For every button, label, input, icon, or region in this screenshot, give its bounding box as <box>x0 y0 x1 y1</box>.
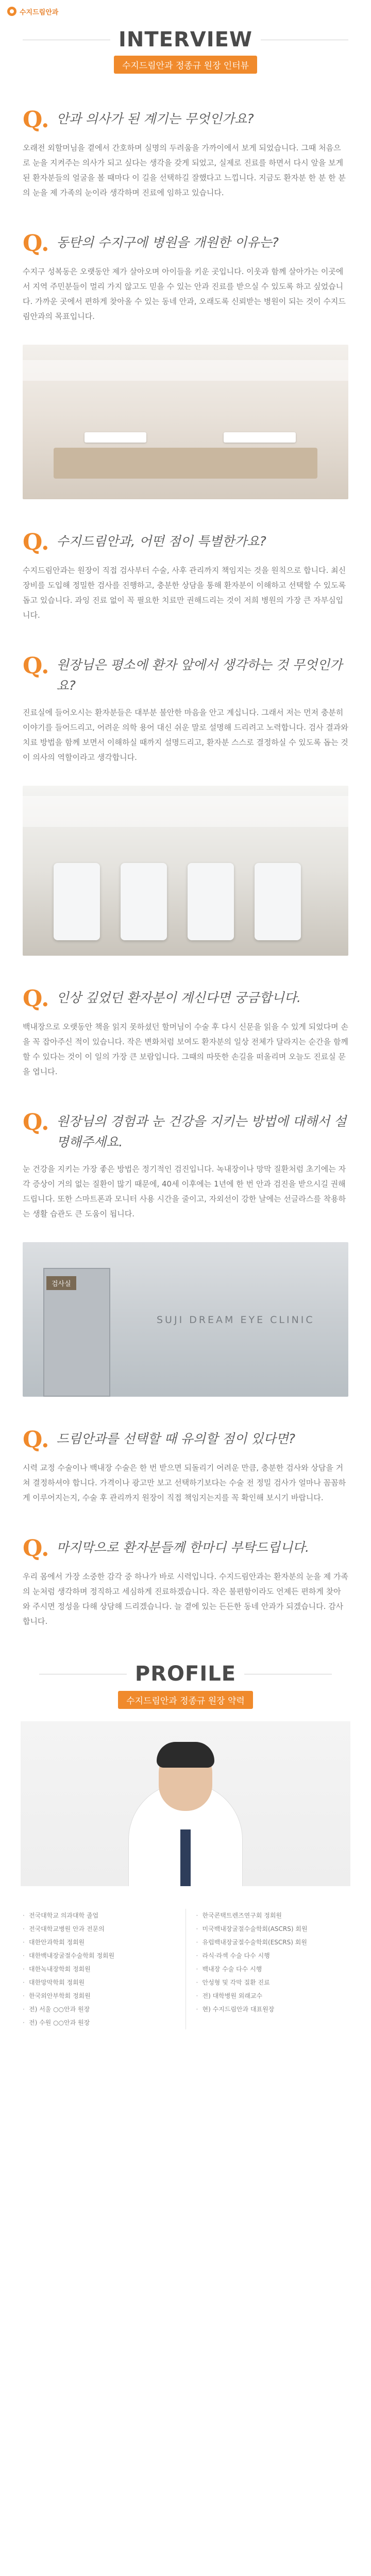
answer-text: 수지드림안과는 원장이 직접 검사부터 수술, 사후 관리까지 책임지는 것을 원칙으로 합니다. 최신 장비를 도입해 정밀한 검사를 진행하고, 충분한 상담을 통해 환자분이 이해하고 선택할 수 있도록 돕고 있습니다. 과잉 진료 없이 꼭 필요한 치료만 권해드리는 것이 저희 병원의 가장 큰 자부심입니다. <box>23 566 346 620</box>
career-item: · 대한망막학회 정회원 <box>23 1976 175 1989</box>
career-item: · 전) 수원 ○○안과 원장 <box>23 2016 175 2029</box>
career-item: · 한국콘택트렌즈연구회 정회원 <box>196 1909 349 1922</box>
career-item: · 전) 서울 ○○안과 원장 <box>23 2003 175 2016</box>
answer-text: 눈 건강을 지키는 가장 좋은 방법은 정기적인 검진입니다. 녹내장이나 망막 질환처럼 초기에는 자각 증상이 거의 없는 질환이 많기 때문에, 40세 이후에는 1년에 한 번 안과 검진을 받으시길 권해드립니다. 또한 스마트폰과 모니터 사용 시간을 줄이고, 자외선이 강한 날에는 선글라스를 착용하는 생활 습관도 큰 도움이 됩니다. <box>23 1164 346 1218</box>
career-item: · 전국대학교 의과대학 졸업 <box>23 1909 175 1922</box>
career-item: · 유럽백내장굴절수술학회(ESCRS) 회원 <box>196 1936 349 1949</box>
exam-machine <box>188 863 234 940</box>
doctor-portrait <box>21 1721 350 1886</box>
photo-wall <box>23 796 348 827</box>
question <box>23 655 348 696</box>
interview-section-3 <box>0 531 371 623</box>
q-marker: Q. <box>23 986 49 1012</box>
q-marker: Q. <box>23 107 49 133</box>
career-item: · 전국대학교병원 안과 전문의 <box>23 1922 175 1936</box>
doctor-tie <box>180 1829 191 1886</box>
career-item: · 백내장 수술 다수 시행 <box>196 1962 349 1976</box>
photo-desk <box>85 432 146 443</box>
career-column-right <box>185 1909 349 2029</box>
answer-text: 수지구 성복동은 오랫동안 제가 살아오며 아이들을 키운 곳입니다. 이웃과 함께 살아가는 이곳에서 지역 주민분들이 멀리 가지 않고도 믿을 수 있는 안과 진료를 받으실 수 있도록 하고 싶었습니다. 가까운 곳에서 편하게 찾아올 수 있는 동네 안과, 오래도록 신뢰받는 병원이 되는 것이 수지드림안과의 목표입니다. <box>23 267 346 321</box>
interview-section-4 <box>0 655 371 765</box>
career-item: · 대한녹내장학회 정회원 <box>23 1962 175 1976</box>
question-text: 원장님은 평소에 환자 앞에서 생각하는 것 무엇인가요? <box>56 657 343 693</box>
career-column-left <box>23 1909 175 2029</box>
interview-section-8 <box>0 1537 371 1629</box>
career-item: · 라식·라섹 수술 다수 시행 <box>196 1949 349 1962</box>
interview-section-2 <box>0 232 371 324</box>
q-marker: Q. <box>23 1535 49 1562</box>
profile-section <box>0 1662 371 1886</box>
clinic-logo[interactable] <box>7 7 58 16</box>
answer-text: 오래전 외할머님을 곁에서 간호하며 실명의 두려움을 가까이에서 보게 되었습니다. 그때 처음으로 눈을 지켜주는 의사가 되고 싶다는 생각을 갖게 되었고, 실제로 진료를 하면서 다시 앞을 보게 된 환자분들의 얼굴을 볼 때마다 이 길을 선택하길 잘했다고 느낍니다. 지금도 환자분 한 분 한 분의 눈을 제 가족의 눈이라 생각하며 진료에 임하고 있습니다. <box>23 143 346 197</box>
clinic-sign: SUJI DREAM EYE CLINIC <box>157 1314 315 1326</box>
reception-counter <box>54 448 317 479</box>
exam-machine <box>54 863 100 940</box>
career-item: · 현) 수지드림안과 대표원장 <box>196 2003 349 2016</box>
eye-logo-icon <box>7 7 16 16</box>
profile-title: PROFILE <box>127 1662 244 1686</box>
profile-badge: 수지드림안과 정종규 원장 약력 <box>118 1691 253 1709</box>
question <box>23 1537 348 1560</box>
q-marker: Q. <box>23 653 49 679</box>
question-text: 드림안과를 선택할 때 유의할 점이 있다면? <box>56 1431 296 1446</box>
career-item: · 미국백내장굴절수술학회(ASCRS) 회원 <box>196 1922 349 1936</box>
interview-section-1 <box>0 109 371 200</box>
question <box>23 988 348 1010</box>
interview-section-5 <box>0 988 371 1079</box>
logo-text: 수지드림안과 <box>20 8 59 16</box>
question <box>23 1111 348 1153</box>
answer-text: 백내장으로 오랫동안 책을 읽지 못하셨던 할머님이 수술 후 다시 신문을 읽을 수 있게 되었다며 손을 꼭 잡아주신 적이 있습니다. 작은 변화처럼 보여도 환자분의 일상 전체가 달라지는 순간을 함께할 수 있다는 것이 이 일의 가장 큰 보람입니다. 그때의 따뜻한 손길을 떠올리며 오늘도 진료실 문을 엽니다. <box>23 1022 348 1076</box>
question <box>23 1429 348 1451</box>
photo-desk <box>224 432 296 443</box>
question-text: 마지막으로 환자분들께 한마디 부탁드립니다. <box>56 1540 310 1555</box>
career-item: · 한국외안부학회 정회원 <box>23 1989 175 2003</box>
question-text: 수지드림안과, 어떤 점이 특별한가요? <box>56 534 266 549</box>
interview-section-6 <box>0 1111 371 1222</box>
question <box>23 232 348 255</box>
career-item: · 전) 대학병원 외래교수 <box>196 1989 349 2003</box>
clinic-hallway-photo <box>23 1242 348 1397</box>
q-marker: Q. <box>23 529 49 555</box>
answer-text: 우리 몸에서 가장 소중한 감각 중 하나가 바로 시력입니다. 수지드림안과는 환자분의 눈을 제 가족의 눈처럼 생각하며 정직하고 세심하게 진료하겠습니다. 작은 불편함이라도 언제든 편하게 찾아와 주시면 정성을 다해 상담해 드리겠습니다. 늘 곁에 있는 든든한 동네 안과가 되겠습니다. 감사합니다. <box>23 1572 348 1626</box>
exam-machine <box>121 863 167 940</box>
career-item: · 대한백내장굴절수술학회 정회원 <box>23 1949 175 1962</box>
question-text: 인상 깊었던 환자분이 계신다면 궁금합니다. <box>56 990 301 1005</box>
answer-text: 시력 교정 수술이나 백내장 수술은 한 번 받으면 되돌리기 어려운 만큼, 충분한 검사와 상담을 거쳐 결정하셔야 합니다. 가격이나 광고만 보고 선택하기보다는 수술 전 정밀 검사가 얼마나 꼼꼼하게 이루어지는지, 수술 후 관리까지 원장이 직접 책임지는지를 꼭 확인해 보시기 바랍니다. <box>23 1463 346 1502</box>
q-marker: Q. <box>23 230 49 257</box>
clinic-lobby-photo <box>23 345 348 499</box>
photo-wall <box>23 360 348 381</box>
door-sign: 검사실 <box>46 1276 76 1290</box>
question <box>23 109 348 131</box>
interview-section-7 <box>0 1429 371 1505</box>
interview-header <box>0 23 371 74</box>
clinic-exam-room-photo <box>23 786 348 956</box>
doctor-hair <box>157 1742 214 1768</box>
page-title: INTERVIEW <box>110 28 261 52</box>
question-text: 동탄의 수지구에 병원을 개원한 이유는? <box>56 235 279 250</box>
q-marker: Q. <box>23 1109 49 1136</box>
q-marker: Q. <box>23 1427 49 1453</box>
top-bar <box>0 0 371 23</box>
career-item: · 대한안과학회 정회원 <box>23 1936 175 1949</box>
career-item: · 안성형 및 각막 질환 진료 <box>196 1976 349 1989</box>
subtitle-badge: 수지드림안과 정종규 원장 인터뷰 <box>114 56 257 74</box>
exam-machine <box>255 863 301 940</box>
answer-text: 진료실에 들어오시는 환자분들은 대부분 불안한 마음을 안고 계십니다. 그래서 저는 먼저 충분히 이야기를 들어드리고, 어려운 의학 용어 대신 쉬운 말로 설명해 드리려고 노력합니다. 검사 결과와 치료 방법을 함께 보면서 이해하실 때까지 설명드리고, 환자분 스스로 결정하실 수 있도록 돕는 것이 의사의 역할이라고 생각합니다. <box>23 708 348 762</box>
career-list <box>23 1909 348 2029</box>
question-text: 안과 의사가 된 계기는 무엇인가요? <box>56 111 254 126</box>
question-text: 원장님의 경험과 눈 건강을 지키는 방법에 대해서 설명해주세요. <box>56 1114 347 1149</box>
question <box>23 531 348 554</box>
